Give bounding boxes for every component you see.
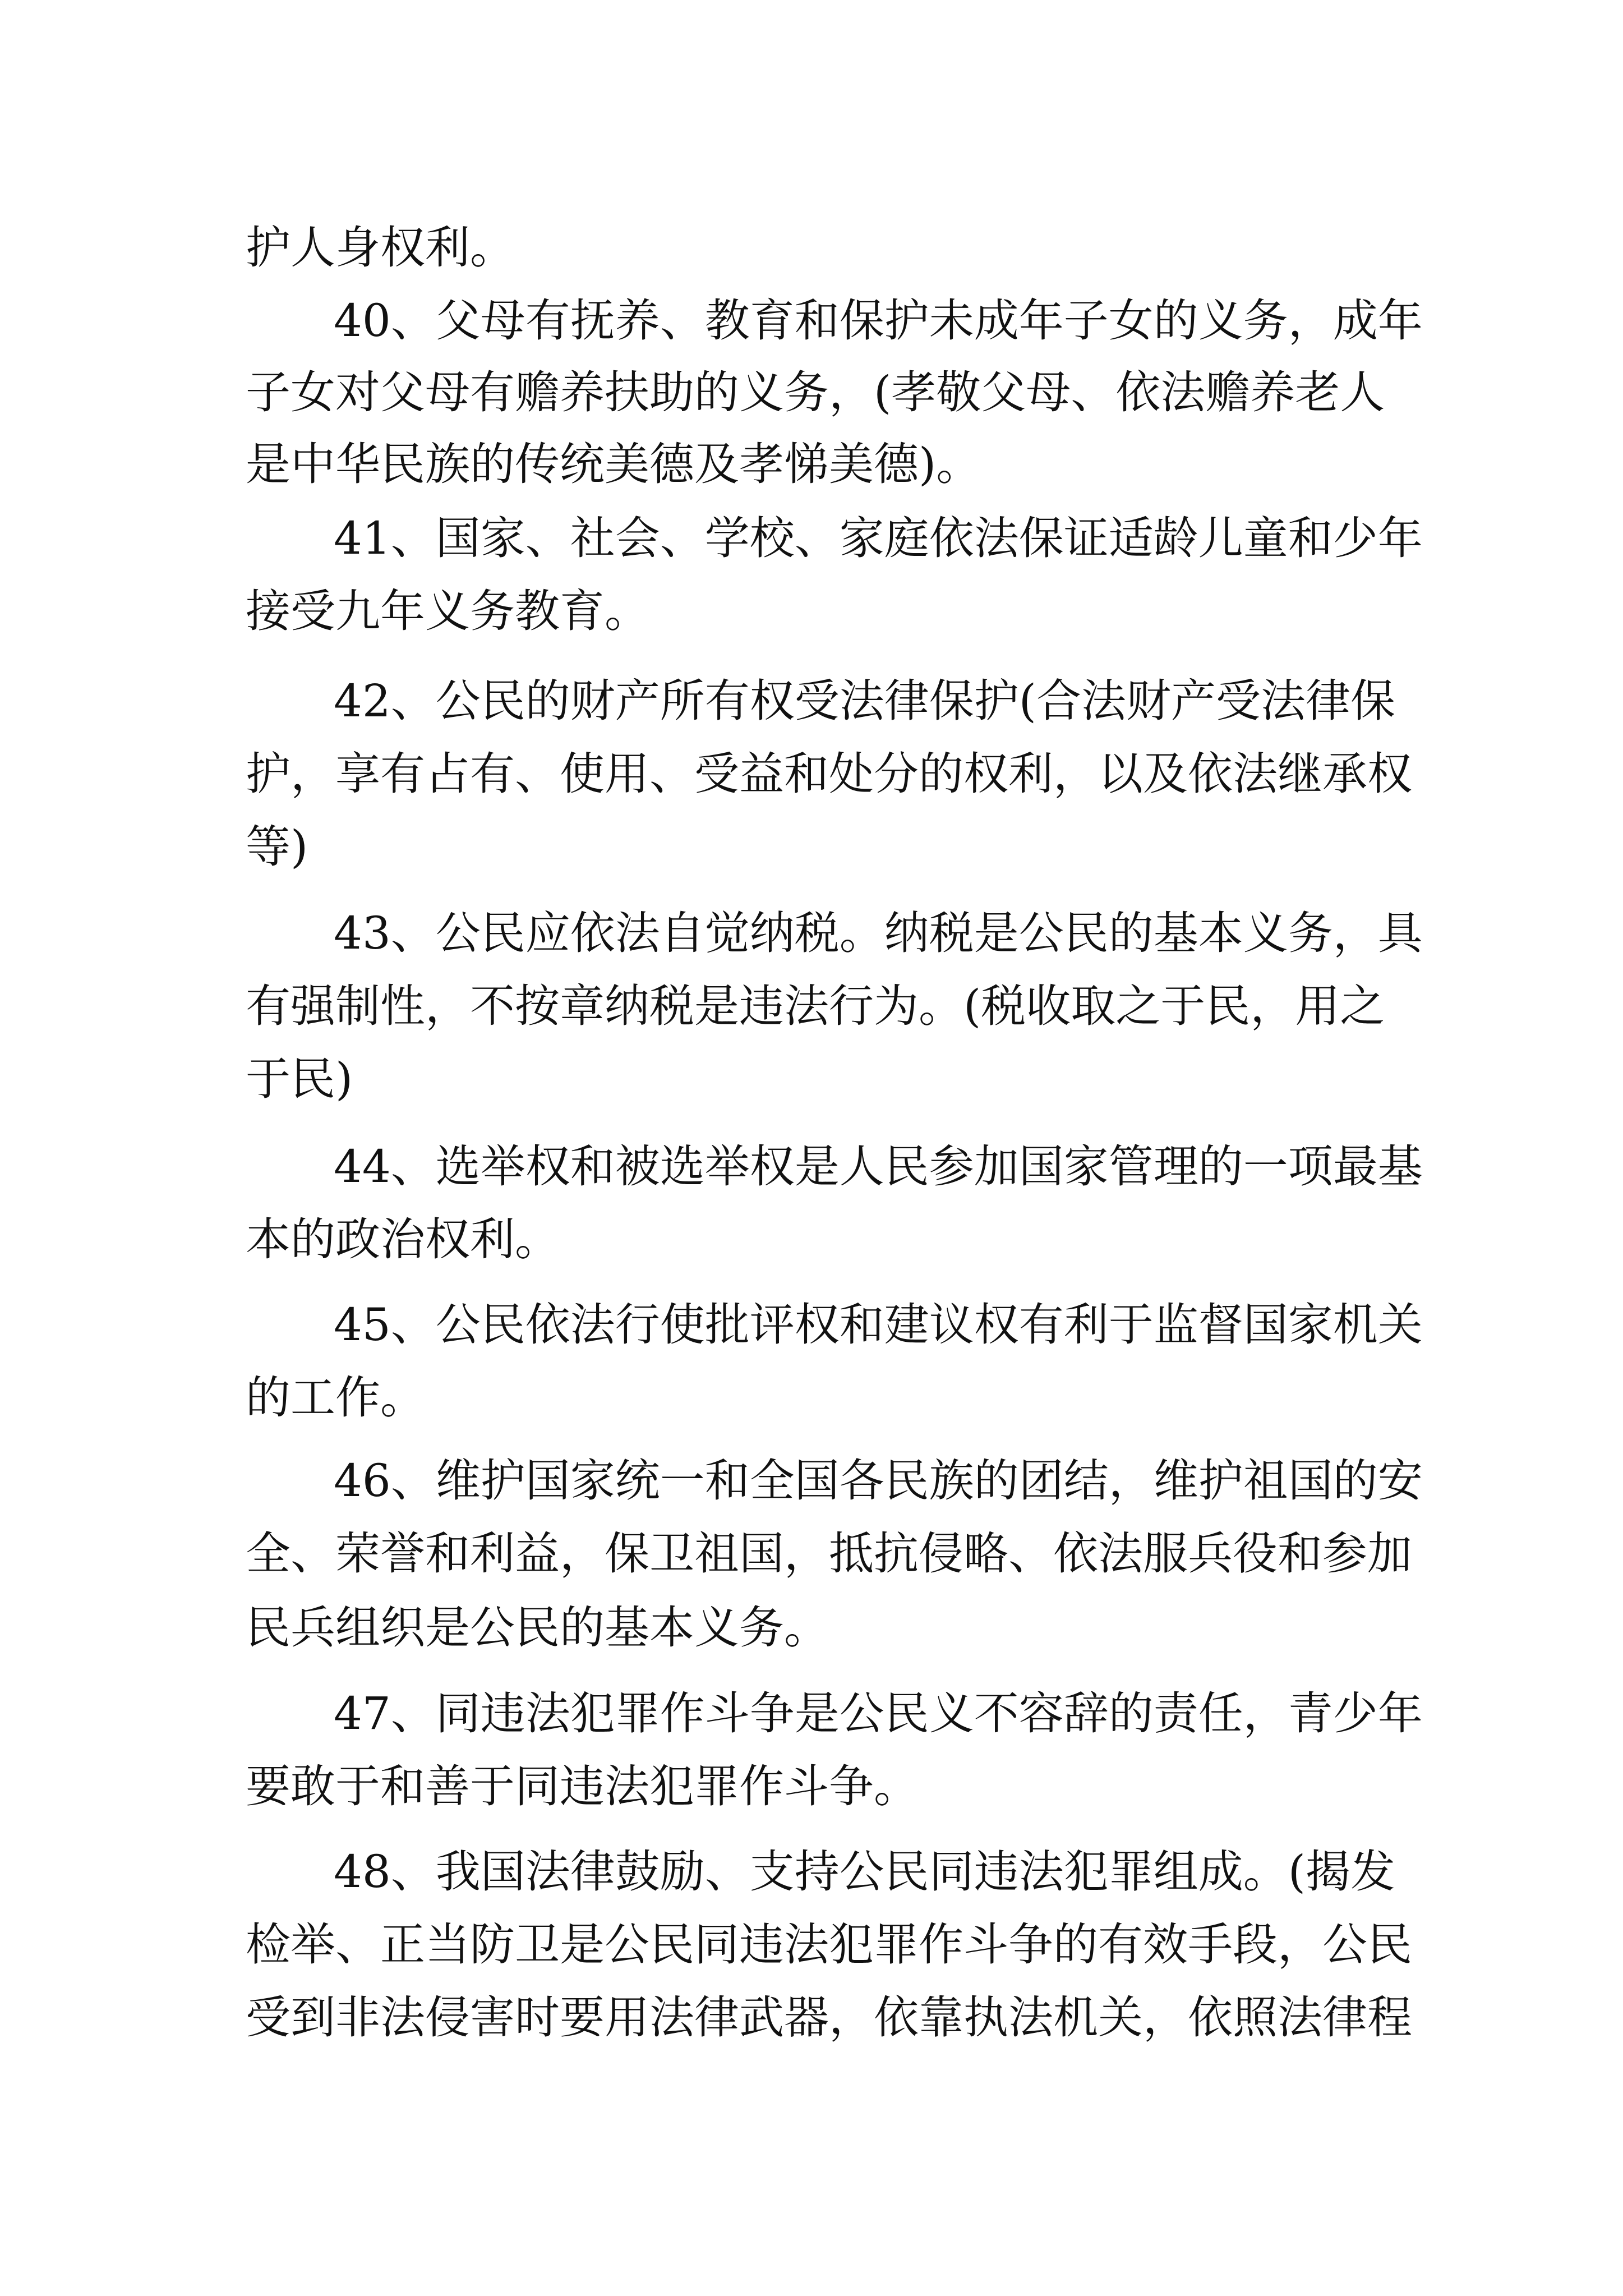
paragraph-45-line-2: 的工作。 [246, 1372, 425, 1424]
text-line: 护人身权利。 [246, 222, 515, 274]
paragraph-40-line-2: 子女对父母有赡养扶助的义务，(孝敬父母、依法赡养老人 [246, 366, 1385, 418]
paragraph-46-line-1: 46、维护国家统一和全国各民族的团结，维护祖国的安 [334, 1455, 1423, 1507]
paragraph-48-line-3: 受到非法侵害时要用法律武器，依靠执法机关，依照法律程 [246, 1991, 1412, 2044]
paragraph-40-line-1: 40、父母有抚养、教育和保护未成年子女的义务，成年 [334, 295, 1423, 347]
paragraph-48-line-1: 48、我国法律鼓励、支持公民同违法犯罪组成。(揭发 [334, 1846, 1396, 1898]
paragraph-47-line-2: 要敢于和善于同违法犯罪作斗争。 [246, 1760, 919, 1812]
paragraph-43-line-3: 于民) [246, 1053, 353, 1105]
paragraph-42-line-1: 42、公民的财产所有权受法律保护(合法财产受法律保 [334, 675, 1396, 727]
paragraph-46-line-2: 全、荣誉和利益，保卫祖国，抵抗侵略、依法服兵役和参加 [246, 1527, 1412, 1580]
paragraph-46-line-3: 民兵组织是公民的基本义务。 [246, 1602, 829, 1654]
paragraph-44-line-1: 44、选举权和被选举权是人民参加国家管理的一项最基 [334, 1140, 1423, 1193]
paragraph-43-line-1: 43、公民应依法自觉纳税。纳税是公民的基本义务，具 [334, 907, 1423, 959]
paragraph-45-line-1: 45、公民依法行使批评权和建议权有利于监督国家机关 [334, 1299, 1423, 1351]
paragraph-48-line-2: 检举、正当防卫是公民同违法犯罪作斗争的有效手段，公民 [246, 1918, 1412, 1971]
paragraph-42-line-2: 护，享有占有、使用、受益和处分的权利，以及依法继承权 [246, 748, 1412, 800]
paragraph-43-line-2: 有强制性，不按章纳税是违法行为。(税收取之于民，用之 [246, 980, 1385, 1032]
paragraph-41-line-1: 41、国家、社会、学校、家庭依法保证适龄儿童和少年 [334, 512, 1423, 564]
paragraph-42-line-3: 等) [246, 821, 308, 873]
paragraph-44-line-2: 本的政治权利。 [246, 1213, 560, 1266]
paragraph-47-line-1: 47、同违法犯罪作斗争是公民义不容辞的责任，青少年 [334, 1687, 1423, 1740]
paragraph-40-line-3: 是中华民族的传统美德及孝悌美德)。 [246, 438, 981, 490]
paragraph-41-line-2: 接受九年义务教育。 [246, 585, 649, 637]
